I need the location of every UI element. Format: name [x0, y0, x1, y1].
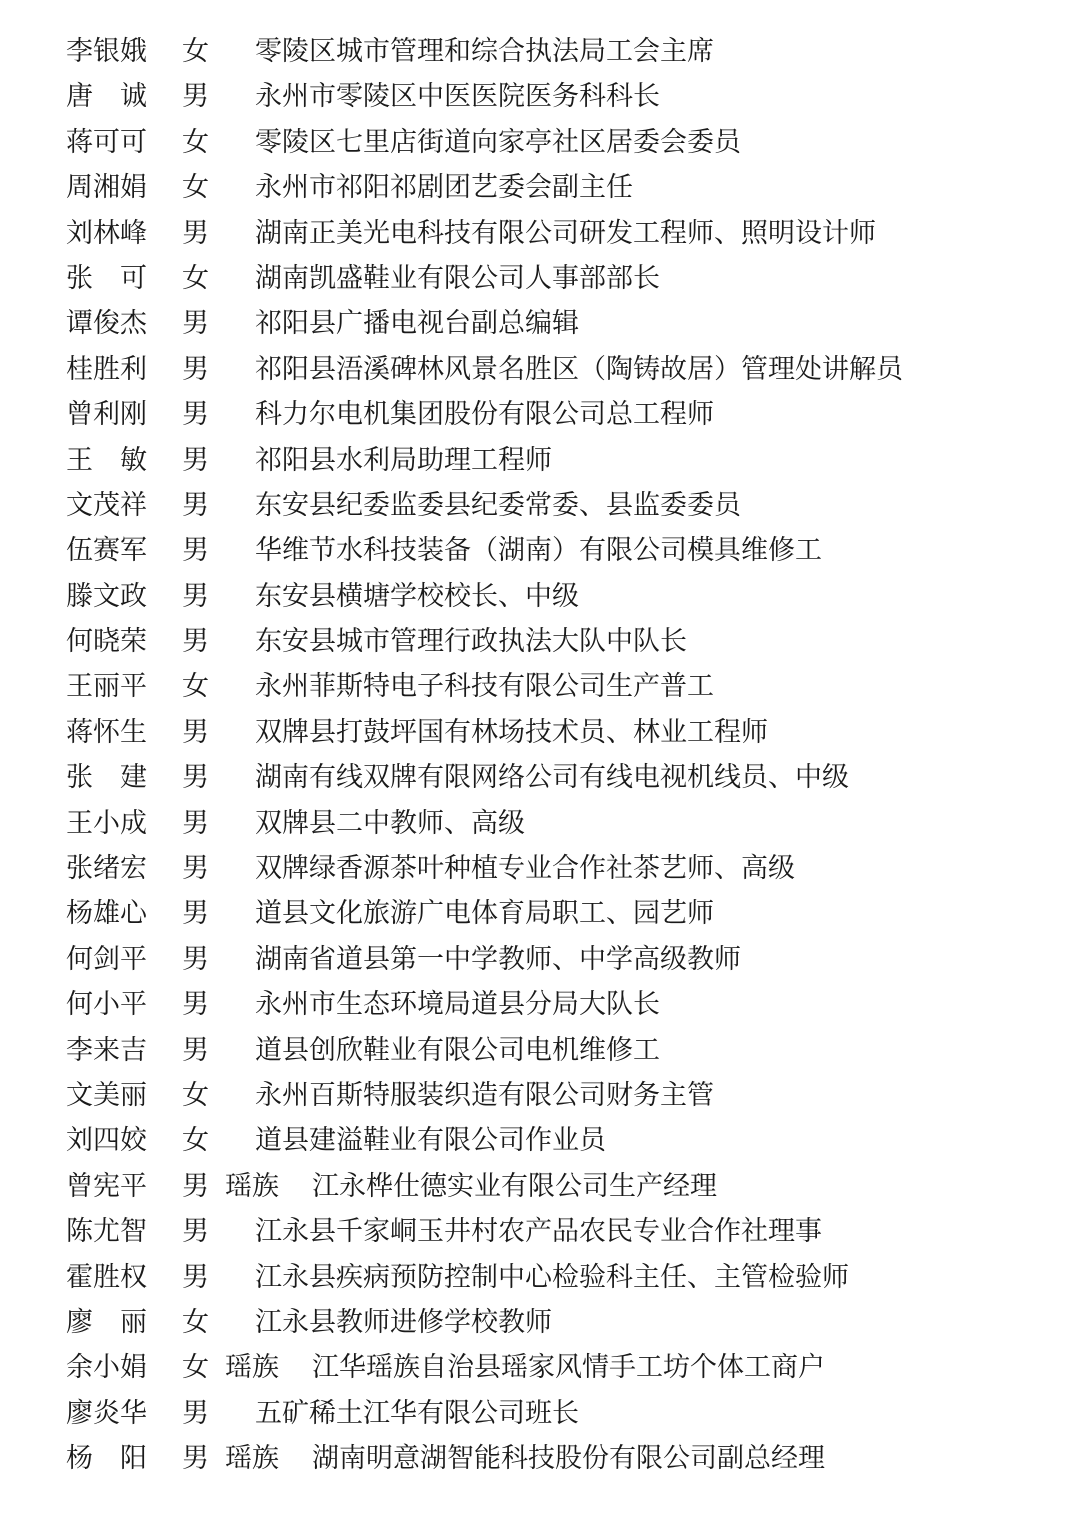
list-item — [0, 528, 1080, 573]
person-gender: 女 — [182, 1306, 209, 1338]
list-item — [0, 438, 1080, 483]
person-gender: 男 — [182, 1034, 209, 1066]
list-item — [0, 1028, 1080, 1073]
list-item — [0, 347, 1080, 392]
person-gender: 男 — [182, 489, 209, 521]
person-name: 霍胜权 — [66, 1261, 147, 1293]
person-gender: 男 — [182, 535, 209, 567]
person-gender: 女 — [182, 36, 209, 67]
person-position: 祁阳县浯溪碑林风景名胜区（陶铸故居）管理处讲解员 — [255, 353, 903, 385]
person-name: 张绪宏 — [66, 853, 147, 885]
person-ethnicity: 瑶族 — [225, 1170, 279, 1202]
person-position: 道县创欣鞋业有限公司电机维修工 — [255, 1034, 660, 1066]
person-gender: 女 — [182, 1352, 209, 1384]
person-position: 道县文化旅游广电体育局职工、园艺师 — [255, 898, 714, 930]
person-position: 双牌县二中教师、高级 — [255, 807, 525, 839]
person-position: 科力尔电机集团股份有限公司总工程师 — [255, 399, 714, 431]
person-gender: 男 — [182, 853, 209, 885]
person-position: 永州市祁阳祁剧团艺委会副主任 — [255, 172, 633, 204]
list-item — [0, 710, 1080, 755]
person-name: 何剑平 — [66, 943, 147, 975]
person-position: 五矿稀土江华有限公司班长 — [255, 1397, 579, 1429]
person-ethnicity: 瑶族 — [225, 1443, 279, 1475]
person-name: 王小成 — [66, 807, 147, 839]
person-gender: 男 — [182, 716, 209, 748]
person-name: 桂胜利 — [66, 353, 147, 385]
list-item — [0, 801, 1080, 846]
person-position: 东安县纪委监委县纪委常委、县监委委员 — [255, 489, 741, 521]
person-position: 道县建溢鞋业有限公司作业员 — [255, 1125, 606, 1157]
person-name: 周湘娟 — [66, 172, 147, 204]
person-position: 湖南有线双牌有限网络公司有线电视机线员、中级 — [255, 762, 849, 794]
person-position: 东安县横塘学校校长、中级 — [255, 580, 579, 612]
person-name: 廖炎华 — [66, 1397, 147, 1429]
person-gender: 男 — [182, 989, 209, 1021]
person-gender: 女 — [182, 126, 209, 158]
list-item — [0, 574, 1080, 619]
person-name: 曾利刚 — [66, 399, 147, 431]
list-item — [0, 483, 1080, 528]
person-gender: 女 — [182, 1125, 209, 1157]
person-name: 曾宪平 — [66, 1170, 147, 1202]
list-item — [0, 211, 1080, 256]
person-position: 永州菲斯特电子科技有限公司生产普工 — [255, 671, 714, 703]
list-item — [0, 1300, 1080, 1345]
person-position: 零陵区七里店街道向家亭社区居委会委员 — [255, 126, 741, 158]
person-gender: 男 — [182, 308, 209, 340]
person-name: 文美丽 — [66, 1079, 147, 1111]
person-gender: 男 — [182, 580, 209, 612]
person-name: 蒋可可 — [66, 126, 147, 158]
list-item — [0, 891, 1080, 936]
person-name: 谭俊杰 — [66, 308, 147, 340]
person-gender: 女 — [182, 172, 209, 204]
person-gender: 男 — [182, 217, 209, 249]
list-item — [0, 301, 1080, 346]
person-gender: 男 — [182, 399, 209, 431]
list-item — [0, 256, 1080, 301]
person-gender: 男 — [182, 1397, 209, 1429]
person-position: 东安县城市管理行政执法大队中队长 — [255, 626, 687, 658]
person-name: 何晓荣 — [66, 626, 147, 658]
list-item — [0, 1164, 1080, 1209]
list-item — [0, 1391, 1080, 1436]
person-gender: 男 — [182, 762, 209, 794]
list-item — [0, 755, 1080, 800]
person-position: 双牌绿香源茶叶种植专业合作社茶艺师、高级 — [255, 853, 795, 885]
person-name: 蒋怀生 — [66, 716, 147, 748]
person-name: 李来吉 — [66, 1034, 147, 1066]
list-item — [0, 982, 1080, 1027]
person-position: 双牌县打鼓坪国有林场技术员、林业工程师 — [255, 716, 768, 748]
person-name: 何小平 — [66, 989, 147, 1021]
person-position: 江华瑶族自治县瑶家风情手工坊个体工商户 — [312, 1352, 825, 1384]
person-position: 永州市生态环境局道县分局大队长 — [255, 989, 660, 1021]
person-name: 唐 诚 — [66, 81, 147, 113]
person-position: 湖南明意湖智能科技股份有限公司副总经理 — [312, 1443, 825, 1475]
list-item — [0, 1436, 1080, 1481]
person-name: 王丽平 — [66, 671, 147, 703]
list-item — [0, 1073, 1080, 1118]
person-gender: 男 — [182, 1216, 209, 1248]
person-name: 廖 丽 — [66, 1306, 147, 1338]
person-position: 江永桦仕德实业有限公司生产经理 — [312, 1170, 717, 1202]
list-item — [0, 120, 1080, 165]
person-position: 永州市零陵区中医医院医务科科长 — [255, 81, 660, 113]
person-gender: 男 — [182, 1261, 209, 1293]
person-gender: 男 — [182, 1170, 209, 1202]
person-position: 江永县疾病预防控制中心检验科主任、主管检验师 — [255, 1261, 849, 1293]
person-name: 刘林峰 — [66, 217, 147, 249]
person-gender: 女 — [182, 262, 209, 294]
person-position: 永州百斯特服装织造有限公司财务主管 — [255, 1079, 714, 1111]
name-list — [0, 29, 1080, 1482]
list-item — [0, 1118, 1080, 1163]
person-name: 刘四姣 — [66, 1125, 147, 1157]
person-gender: 男 — [182, 807, 209, 839]
person-position: 湖南正美光电科技有限公司研发工程师、照明设计师 — [255, 217, 876, 249]
person-name: 杨 阳 — [66, 1443, 147, 1475]
list-item — [0, 937, 1080, 982]
list-item — [0, 846, 1080, 891]
person-position: 湖南凯盛鞋业有限公司人事部部长 — [255, 262, 660, 294]
list-item — [0, 165, 1080, 210]
person-gender: 男 — [182, 81, 209, 113]
person-position: 江永县千家峒玉井村农产品农民专业合作社理事 — [255, 1216, 822, 1248]
person-position: 祁阳县水利局助理工程师 — [255, 444, 552, 476]
list-item — [0, 1345, 1080, 1390]
list-item — [0, 619, 1080, 664]
person-gender: 女 — [182, 671, 209, 703]
person-name: 滕文政 — [66, 580, 147, 612]
person-name: 王 敏 — [66, 444, 147, 476]
list-item — [0, 1209, 1080, 1254]
person-name: 杨雄心 — [66, 898, 147, 930]
person-gender: 男 — [182, 943, 209, 975]
person-position: 祁阳县广播电视台副总编辑 — [255, 308, 579, 340]
person-gender: 男 — [182, 898, 209, 930]
person-name: 陈尤智 — [66, 1216, 147, 1248]
person-name: 文茂祥 — [66, 489, 147, 521]
list-item — [0, 29, 1080, 74]
person-position: 零陵区城市管理和综合执法局工会主席 — [255, 36, 714, 67]
person-name: 张 可 — [66, 262, 147, 294]
person-name: 张 建 — [66, 762, 147, 794]
person-gender: 男 — [182, 626, 209, 658]
person-name: 余小娟 — [66, 1352, 147, 1384]
list-item — [0, 1255, 1080, 1300]
list-item — [0, 74, 1080, 119]
person-gender: 男 — [182, 444, 209, 476]
person-position: 华维节水科技装备（湖南）有限公司模具维修工 — [255, 535, 822, 567]
person-gender: 男 — [182, 1443, 209, 1475]
person-gender: 女 — [182, 1079, 209, 1111]
list-item — [0, 392, 1080, 437]
list-item — [0, 664, 1080, 709]
person-position: 江永县教师进修学校教师 — [255, 1306, 552, 1338]
person-gender: 男 — [182, 353, 209, 385]
person-name: 伍赛军 — [66, 535, 147, 567]
person-position: 湖南省道县第一中学教师、中学高级教师 — [255, 943, 741, 975]
person-ethnicity: 瑶族 — [225, 1352, 279, 1384]
person-name: 李银娥 — [66, 36, 147, 67]
